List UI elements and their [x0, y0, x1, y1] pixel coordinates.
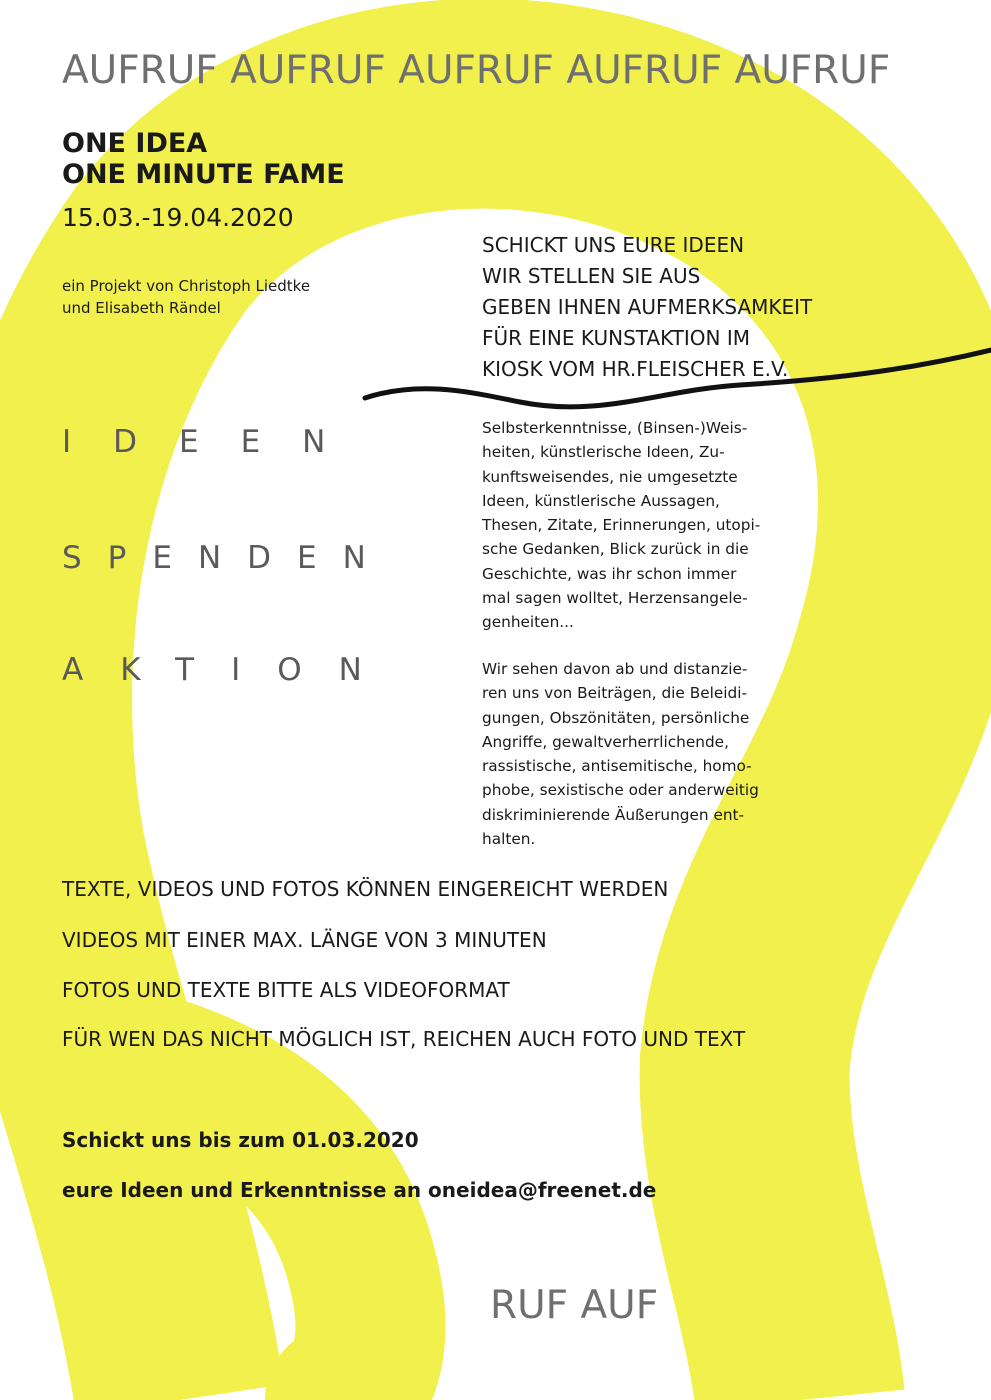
- requirement-line: VIDEOS MIT EINER MAX. LÄNGE VON 3 MINUTEN: [62, 928, 547, 952]
- project-credit: [62, 275, 310, 319]
- title-line-1: ONE IDEA: [62, 128, 208, 159]
- callout-line: GEBEN IHNEN AUFMERKSAMKEIT: [482, 295, 813, 319]
- banner-top: AUFRUF AUFRUF AUFRUF AUFRUF AUFRUF: [62, 48, 891, 93]
- title-line-2: ONE MINUTE FAME: [62, 159, 345, 190]
- callout-block: [482, 230, 812, 385]
- callout-line: WIR STELLEN SIE AUS: [482, 264, 701, 288]
- page-title: [62, 128, 345, 190]
- spaced-word-spenden: SPENDEN: [62, 540, 392, 576]
- callout-line: KIOSK VOM HR.FLEISCHER E.V.: [482, 357, 789, 381]
- spaced-word-aktion: AKTION: [62, 652, 399, 688]
- banner-bottom: RUF AUF: [490, 1283, 659, 1328]
- credit-line-2: und Elisabeth Rändel: [62, 299, 221, 317]
- requirement-line: FÜR WEN DAS NICHT MÖGLICH IST, REICHEN AUCH FOTO UND TEXT: [62, 1027, 746, 1051]
- contact-email-text: eure Ideen und Erkenntnisse an oneidea@freenet.de: [62, 1178, 657, 1202]
- requirement-line: FOTOS UND TEXTE BITTE ALS VIDEOFORMAT: [62, 978, 510, 1002]
- deadline-text: Schickt uns bis zum 01.03.2020: [62, 1128, 419, 1152]
- spaced-word-ideen: IDEEN: [62, 424, 368, 460]
- paragraph-disclaimer: Wir sehen davon ab und distanzie- ren uns von Beiträgen, die Beleidi- gungen, Obszönitäten, persönliche Angriffe, gewaltverherrlichende, rassistische, antisemitische, homo- phobe, sexistische oder anderweitig diskriminierende Äußerungen ent- halten.: [482, 660, 759, 849]
- date-range: 15.03.-19.04.2020: [62, 203, 294, 232]
- paragraph-topics: Selbsterkenntnisse, (Binsen-)Weis- heiten, künstlerische Ideen, Zu- kunftsweisendes, nie umgesetzte Ideen, künstlerische Aussagen, Thesen, Zitate, Erinnerungen, utopi- sche Gedanken, Blick zurück in die Geschichte, was ihr schon immer mal sagen wolltet, Herzensangele- genheiten...: [482, 419, 761, 632]
- callout-line: SCHICKT UNS EURE IDEEN: [482, 233, 745, 257]
- requirement-line: TEXTE, VIDEOS UND FOTOS KÖNNEN EINGEREICHT WERDEN: [62, 877, 669, 901]
- callout-line: FÜR EINE KUNSTAKTION IM: [482, 326, 750, 350]
- credit-line-1: ein Projekt von Christoph Liedtke: [62, 277, 311, 295]
